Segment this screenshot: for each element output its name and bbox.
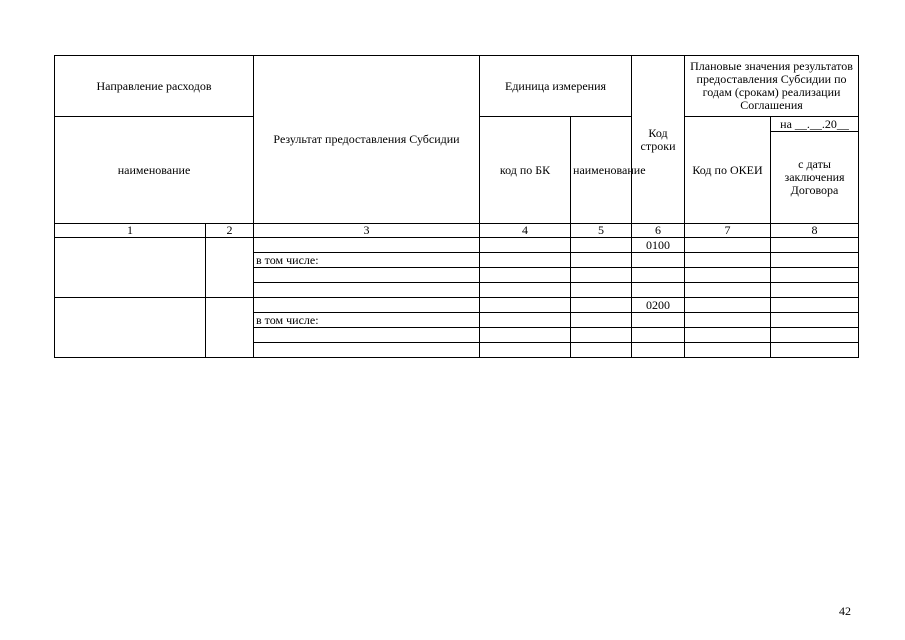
- unit-name-cell: [480, 268, 571, 283]
- row-code-cell: 0200: [632, 298, 685, 313]
- column-number: 6: [632, 224, 685, 238]
- okei-code-cell: [571, 313, 632, 328]
- column-number: 4: [480, 224, 571, 238]
- value-cell: [771, 328, 859, 343]
- bk-code-header: код по БК: [480, 117, 571, 224]
- direction-header: Направление расходов: [55, 56, 254, 117]
- result-header: Результат предоставления Субсидии: [254, 56, 480, 224]
- unit-name-cell: [480, 238, 571, 253]
- value-cell: [771, 253, 859, 268]
- result-cell: [254, 328, 480, 343]
- value-cell: [685, 283, 771, 298]
- value-cell: [685, 268, 771, 283]
- unit-name-cell: [480, 313, 571, 328]
- value-cell: [685, 343, 771, 358]
- bk-code-cell: [206, 298, 254, 358]
- unit-name-cell: [480, 253, 571, 268]
- value-cell: [771, 283, 859, 298]
- value-cell: [685, 298, 771, 313]
- date-header: на __.__.20__: [771, 117, 859, 132]
- name-header: наименование: [55, 117, 254, 224]
- row-code-cell: 0100: [632, 238, 685, 253]
- page-number: 42: [839, 604, 851, 618]
- okei-code-cell: [571, 268, 632, 283]
- value-cell: [685, 313, 771, 328]
- result-cell: [254, 238, 480, 253]
- value-cell: [771, 268, 859, 283]
- okei-code-cell: [571, 253, 632, 268]
- row-code-cell: [632, 343, 685, 358]
- value-cell: [685, 238, 771, 253]
- unit-name-cell: [480, 343, 571, 358]
- value-cell: [771, 298, 859, 313]
- bk-code-cell: [206, 238, 254, 298]
- okei-code-header: Код по ОКЕИ: [685, 117, 771, 224]
- okei-code-cell: [571, 283, 632, 298]
- column-number: 3: [254, 224, 480, 238]
- result-cell: [254, 283, 480, 298]
- value-cell: [685, 328, 771, 343]
- result-cell: [254, 343, 480, 358]
- row-code-cell: [632, 313, 685, 328]
- planned-values-header: Плановые значения результатов предоставления Субсидии по годам (срокам) реализации Соглашения: [685, 56, 859, 117]
- value-cell: [771, 238, 859, 253]
- row-code-cell: [632, 283, 685, 298]
- unit-name-cell: [480, 298, 571, 313]
- direction-name-cell: [55, 298, 206, 358]
- column-number: 2: [206, 224, 254, 238]
- result-cell: [254, 298, 480, 313]
- row-code-cell: [632, 268, 685, 283]
- row-code-cell: [632, 253, 685, 268]
- including-label: в том числе:: [254, 253, 480, 268]
- unit-name-cell: [480, 283, 571, 298]
- column-number: 5: [571, 224, 632, 238]
- column-number: 1: [55, 224, 206, 238]
- okei-code-cell: [571, 343, 632, 358]
- value-cell: [771, 343, 859, 358]
- row-code-header: Код строки: [632, 56, 685, 224]
- unit-header: Единица измерения: [480, 56, 632, 117]
- value-cell: [771, 313, 859, 328]
- column-number: 8: [771, 224, 859, 238]
- unit-name-cell: [480, 328, 571, 343]
- subsidy-results-table: [54, 55, 859, 358]
- value-cell: [685, 253, 771, 268]
- okei-code-cell: [571, 298, 632, 313]
- including-label: в том числе:: [254, 313, 480, 328]
- result-cell: [254, 268, 480, 283]
- from-contract-header: с даты заключения Договора: [771, 132, 859, 224]
- column-number: 7: [685, 224, 771, 238]
- okei-code-cell: [571, 238, 632, 253]
- direction-name-cell: [55, 238, 206, 298]
- okei-code-cell: [571, 328, 632, 343]
- row-code-cell: [632, 328, 685, 343]
- unit-name-header: наименование: [571, 117, 632, 224]
